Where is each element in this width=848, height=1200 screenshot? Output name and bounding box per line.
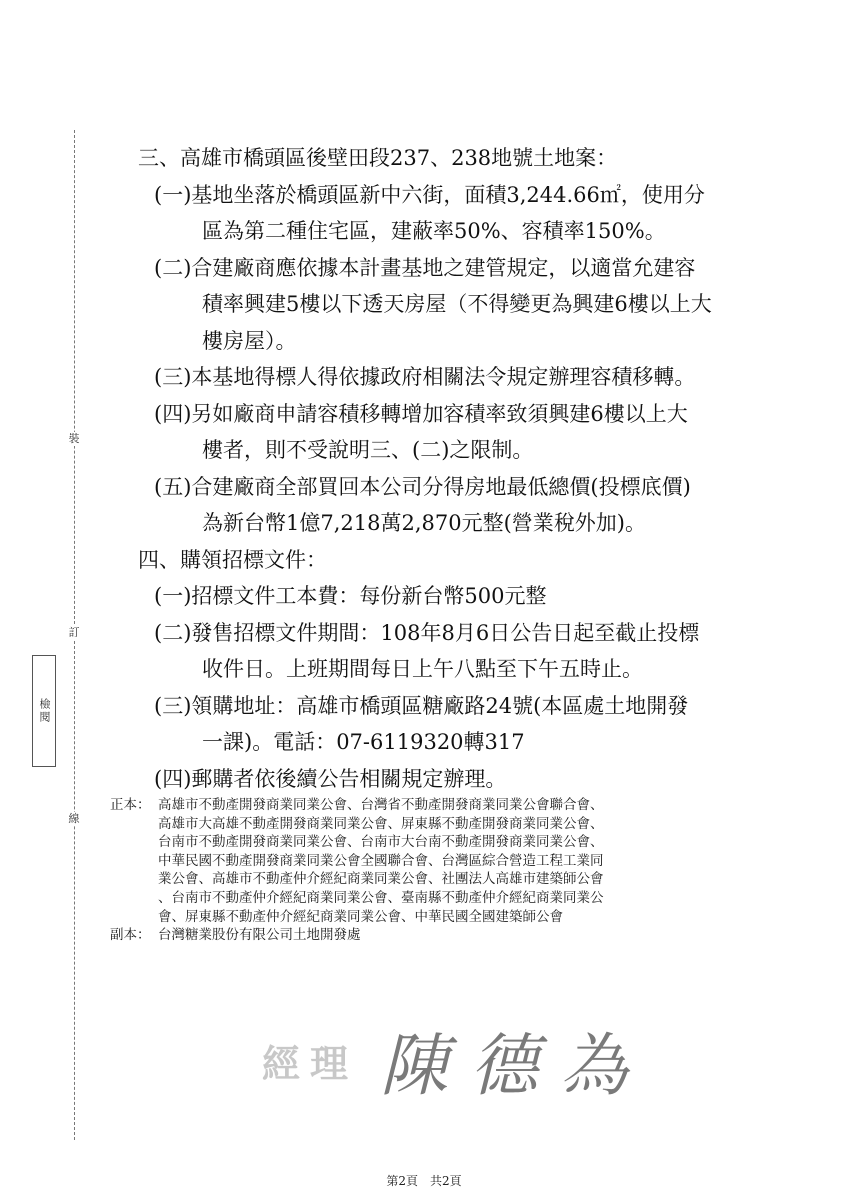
original-recipients xyxy=(110,796,730,926)
item-line: 樓者，則不受說明三、(二)之限制。 xyxy=(202,438,534,462)
recipient-line: 業公會、高雄市不動產仲介經紀商業同業公會、社團法人高雄市建築師公會 xyxy=(158,871,604,888)
binding-mark-zhuang: 裝 xyxy=(64,432,84,446)
item-line: (三)領購地址：高雄市橋頭區糖廠路24號(本區處土地開發 xyxy=(154,693,689,718)
item-line: (二)發售招標文件期間：108年8月6日公告日起至截止投標 xyxy=(154,620,700,645)
item-line: 一課)。電話：07-6119320轉317 xyxy=(202,730,525,754)
section-3-items xyxy=(128,177,748,542)
item-line: 樓房屋）。 xyxy=(202,328,297,353)
item-line: 為新台幣1億7,218萬2,870元整(營業稅外加)。 xyxy=(202,511,646,535)
item-line: 區為第二種住宅區，建蔽率50%、容積率150%。 xyxy=(202,219,666,243)
margin-review-stamp: 檢閱 xyxy=(32,655,56,767)
document-body xyxy=(128,140,748,797)
recipient-line: 高雄市大高雄不動產開發商業同業公會、屏東縣不動產開發商業同業公會、 xyxy=(158,815,604,832)
recipient-line: 會、屏東縣不動產仲介經紀商業同業公會、中華民國全國建築師公會 xyxy=(158,908,563,925)
recipient-line: 中華民國不動產開發商業同業公會全國聯合會、台灣區綜合營造工程工業同 xyxy=(158,852,604,869)
item-line: (三)本基地得標人得依據政府相關法令規定辦理容積移轉。 xyxy=(154,365,696,389)
copy-recipient: 台灣糖業股份有限公司土地開發處 xyxy=(158,927,361,944)
binding-mark-ding: 訂 xyxy=(64,626,84,640)
item-line: 收件日。上班期間每日上午八點至下午五時止。 xyxy=(202,657,643,681)
binding-mark-xian: 線 xyxy=(64,812,84,826)
section-4-heading: 四、購領招標文件： xyxy=(138,547,327,572)
recipient-line: 、台南市不動產仲介經紀商業同業公會、臺南縣不動產仲介經紀商業同業公 xyxy=(158,889,604,906)
item-line: (二)合建廠商應依據本計畫基地之建管規定，以適當允建容 xyxy=(154,255,696,280)
page-footer: 第2頁 共2頁 xyxy=(386,1174,462,1188)
item-line: (一)基地坐落於橋頭區新中六街，面積3,244.66㎡，使用分 xyxy=(154,182,705,207)
item-line: (五)合建廠商全部買回本公司分得房地最低總價(投標底價) xyxy=(154,474,691,499)
original-label: 正本： xyxy=(110,797,151,813)
section-4-items xyxy=(128,578,748,797)
item-line: (四)郵購者依後續公告相關規定辦理。 xyxy=(154,766,507,791)
item-line: (四)另如廠商申請容積移轉增加容積率致須興建6樓以上大 xyxy=(154,401,688,426)
item-line: 積率興建5樓以下透天房屋（不得變更為興建6樓以上大 xyxy=(202,292,712,316)
item-line: (一)招標文件工本費：每份新台幣500元整 xyxy=(154,584,547,608)
signature-title: 經理 xyxy=(262,1040,359,1086)
recipient-line: 台南市不動產開發商業同業公會、台南市大台南不動產開發商業同業公會、 xyxy=(158,834,604,851)
copy-label: 副本： xyxy=(110,927,151,944)
section-3-heading: 三、高雄市橋頭區後壁田段237、238地號土地案： xyxy=(138,146,618,170)
copy-recipients xyxy=(110,926,730,945)
signature-name: 陳德為 xyxy=(380,1026,651,1106)
recipient-line: 高雄市不動產開發商業同業公會、台灣省不動產開發商業同業公會聯合會、 xyxy=(158,797,604,813)
signature-stamp xyxy=(262,1010,722,1110)
distribution-list xyxy=(110,796,730,945)
